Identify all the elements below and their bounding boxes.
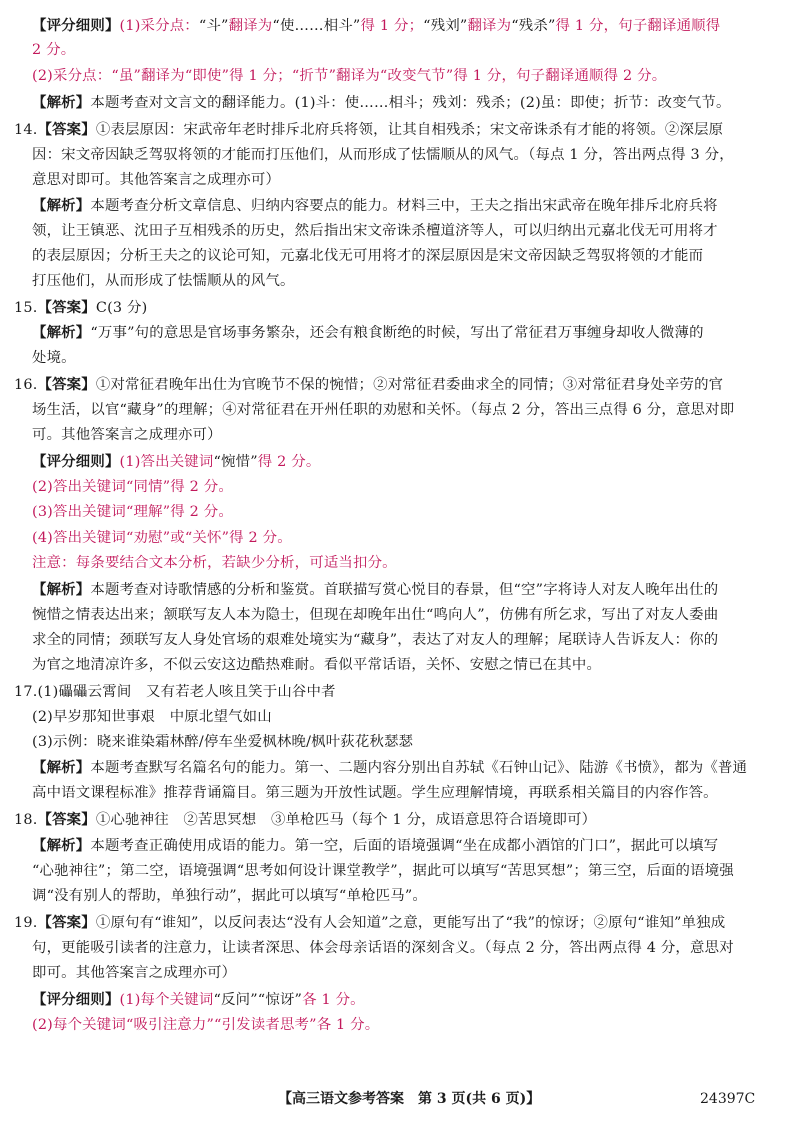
- text-line: [32, 93, 731, 113]
- text-line: [32, 40, 75, 60]
- text-segment: 因：宋文帝因缺乏驾驭将领的才能而打压他们，从而形成了怯懦顺从的风气。（每点 1 分，答出两点得 3 分，: [32, 147, 734, 163]
- text-segment: “残刘”: [423, 18, 468, 34]
- text-line: [32, 963, 236, 983]
- scoring-note: 得 1 分；: [360, 18, 424, 34]
- text-line: [32, 452, 320, 472]
- scoring-note: (2)每个关键词: [32, 1017, 126, 1033]
- scoring-note: 得 1 分，句子翻译通顺得: [555, 18, 721, 34]
- scoring-note: (2)采分点：: [32, 68, 112, 84]
- text-segment: “改变气节”: [379, 68, 454, 84]
- text-segment: (2)早岁那知世事艰 中原北望气如山: [32, 709, 272, 725]
- text-line: [14, 298, 147, 318]
- text-line: [32, 783, 718, 803]
- scoring-note: (1)采分点：: [119, 18, 199, 34]
- scoring-note: 各 1 分。: [316, 1017, 380, 1033]
- section-tag: 【解析】: [32, 759, 91, 776]
- text-segment: “使……相斗”: [272, 18, 361, 34]
- text-line: [14, 913, 725, 933]
- section-tag: 【答案】: [37, 376, 96, 393]
- text-segment: 17.(1)礧礧云霄间 又有若老人咳且笑于山谷中者: [14, 684, 336, 700]
- scoring-note: 得 2 分。: [170, 504, 233, 520]
- scoring-note: 得 2 分。: [229, 530, 292, 546]
- text-segment: “斗”: [198, 18, 229, 34]
- text-line: [32, 66, 666, 86]
- text-segment: C(3 分): [95, 300, 148, 316]
- text-segment: “吸引注意力”“引发读者思考”: [125, 1017, 317, 1033]
- text-segment: 句，更能吸引读者的注意力，让读者深思、体会母亲话语的深刻含义。（每点 2 分，答出两点得 4 分，意思对: [32, 940, 734, 956]
- text-segment: 的表层原因；分析王夫之的议论可知，元嘉北伐无可用将才的深层原因是宋文帝因缺乏驾驭将领的才能而: [32, 248, 704, 264]
- footer-page-info: 【高三语文参考答案 第 3 页(共 6 页)】: [278, 1091, 541, 1107]
- text-segment: “万事”句的意思是官场事务繁杂，还会有粮食断绝的时候，写出了常征君万事缠身却收人微薄的: [90, 325, 704, 341]
- text-line: [32, 605, 718, 625]
- text-segment: 调“没有别人的帮助，单独行动”，据此可以填写“单枪匹马”。: [32, 888, 427, 904]
- text-line: [32, 323, 704, 343]
- text-line: [32, 580, 718, 600]
- text-line: [14, 810, 596, 830]
- text-line: [32, 271, 295, 291]
- text-line: [14, 375, 723, 395]
- text-line: [32, 990, 365, 1010]
- text-segment: 18.: [14, 812, 38, 828]
- text-segment: “即使”: [184, 68, 230, 84]
- text-segment: 打压他们，从而形成了怯懦顺从的风气。: [32, 273, 295, 289]
- text-segment: “虽”: [111, 68, 142, 84]
- scoring-note: 得 1 分；: [229, 68, 292, 84]
- text-line: [32, 145, 734, 165]
- text-segment: 本题考查正确使用成语的能力。第一空，后面的语境强调“坐在成都小酒馆的门口”，据此可以填写: [90, 838, 719, 854]
- text-line: [32, 630, 718, 650]
- scoring-note: (2)答出关键词: [32, 479, 126, 495]
- text-segment: “残杀”: [511, 18, 556, 34]
- text-segment: “反问”“惊讶”: [213, 992, 303, 1008]
- text-segment: “同情”: [125, 479, 171, 495]
- text-line: [32, 732, 413, 752]
- text-line: [32, 16, 720, 36]
- text-segment: “关怀”: [184, 530, 230, 546]
- text-segment: 即可。其他答案言之成理亦可）: [32, 965, 237, 981]
- scoring-note: 或: [170, 530, 185, 546]
- text-line: [32, 861, 734, 881]
- text-segment: 16.: [14, 377, 38, 393]
- text-segment: 本题考查对诗歌情感的分析和鉴赏。首联描写赏心悦目的春景，但“空”字将诗人对友人晚年出仕的: [90, 582, 719, 598]
- text-segment: 14.: [14, 122, 38, 138]
- scoring-note: (1)答出关键词: [119, 454, 214, 470]
- section-tag: 【评分细则】: [32, 991, 120, 1008]
- text-segment: ①表层原因：宋武帝年老时排斥北府兵将领，让其自相残杀；宋文帝诛杀有才能的将领。②深层原: [95, 122, 724, 138]
- text-line: [32, 170, 280, 190]
- scoring-note: (3)答出关键词: [32, 504, 126, 520]
- scoring-note: 各 1 分。: [302, 992, 365, 1008]
- scoring-note: 2 分。: [32, 42, 76, 58]
- text-segment: “心驰神往”；第二空，语境强调“思考如何设计课堂教学”，据此可以填写“苦思冥想”；第三空，后面的语境强: [32, 863, 734, 879]
- section-tag: 【解析】: [32, 324, 91, 341]
- text-line: [32, 836, 718, 856]
- text-segment: 15.: [14, 300, 38, 316]
- text-segment: ①原句有“谁知”，以反问表达“没有人会知道”之意，更能写出了“我”的惊讶；②原句“谁知”单独成: [95, 915, 726, 931]
- text-segment: “理解”: [125, 504, 171, 520]
- section-tag: 【答案】: [37, 811, 96, 828]
- section-tag: 【解析】: [32, 837, 91, 854]
- text-line: [32, 1015, 379, 1035]
- text-line: [32, 553, 397, 573]
- text-line: [32, 528, 292, 548]
- text-line: [32, 502, 233, 522]
- text-segment: 本题考查对文言文的翻译能力。(1)斗：使……相斗；残刘：残杀；(2)虽：即使；折节：改变气节。: [90, 95, 731, 111]
- scoring-note: 翻译为: [467, 18, 512, 34]
- text-line: [32, 938, 734, 958]
- section-tag: 【答案】: [37, 299, 96, 316]
- text-segment: 高中语文课程标准》推荐背诵篇目。第三题为开放性试题。学生应理解情境，再联系相关篇目的内容作答。: [32, 785, 718, 801]
- text-segment: 场生活，以官“藏身”的理解；④对常征君在开州任职的劝慰和关怀。（每点 2 分，答出三点得 6 分，意思对即: [32, 402, 735, 418]
- text-segment: 19.: [14, 915, 38, 931]
- section-tag: 【解析】: [32, 197, 91, 214]
- text-line: [32, 886, 427, 906]
- section-tag: 【评分细则】: [32, 453, 120, 470]
- footer-code: 24397C: [700, 1091, 756, 1107]
- text-line: [32, 246, 703, 266]
- text-line: [32, 477, 233, 497]
- text-line: [32, 758, 747, 778]
- text-line: [32, 196, 718, 216]
- scoring-note: 翻译为: [141, 68, 185, 84]
- scoring-note: 得 2 分。: [170, 479, 233, 495]
- text-segment: 可。其他答案言之成理亦可）: [32, 427, 222, 443]
- text-segment: “惋惜”: [213, 454, 258, 470]
- text-line: [32, 707, 272, 727]
- text-segment: 意思对即可。其他答案言之成理亦可）: [32, 172, 281, 188]
- section-tag: 【解析】: [32, 94, 91, 111]
- text-segment: 领，让王镇恶、沈田子互相残杀的历史，然后指出宋文帝诛杀檀道济等人，可以归纳出元嘉北伐无可用将才: [32, 223, 718, 239]
- scoring-note: (1)每个关键词: [119, 992, 214, 1008]
- text-segment: 求全的同情；颈联写友人身处官场的艰难处境实为“藏身”，表达了对友人的理解；尾联诗人告诉友人：你的: [32, 632, 719, 648]
- text-segment: 处境。: [32, 350, 76, 366]
- section-tag: 【解析】: [32, 581, 91, 598]
- text-line: [32, 655, 601, 675]
- text-segment: 为官之地清凉许多，不似云安这边酷热难耐。看似平常话语，关怀、安慰之情已在其中。: [32, 657, 602, 673]
- scoring-note: 得 2 分。: [257, 454, 321, 470]
- text-segment: 惋惜之情表达出来；颔联写友人本为隐士，但现在却晚年出仕“鸣向人”，仿佛有所乞求，写出了对友人委曲: [32, 607, 719, 623]
- text-segment: ①对常征君晚年出仕为官晚节不保的惋惜；②对常征君委曲求全的同情；③对常征君身处辛劳的官: [95, 377, 724, 393]
- text-segment: “折节”: [291, 68, 337, 84]
- text-segment: 本题考查默写名篇名句的能力。第一、二题内容分别出自苏轼《石钟山记》、陆游《书愤》，都为《普通: [90, 760, 748, 776]
- scoring-note: 注意：每条要结合文本分析，若缺少分析，可适当扣分。: [32, 555, 397, 571]
- text-line: [14, 120, 723, 140]
- text-line: [32, 425, 222, 445]
- text-segment: “劝慰”: [125, 530, 171, 546]
- text-segment: (3)示例：晓来谁染霜林醉/停车坐爱枫林晚/枫叶荻花秋瑟瑟: [32, 734, 414, 750]
- text-line: [14, 682, 336, 702]
- scoring-note: 得 1 分，句子翻译通顺得 2 分。: [453, 68, 667, 84]
- text-segment: ①心驰神往 ②苦思冥想 ③单枪匹马（每个 1 分，成语意思符合语境即可）: [95, 812, 597, 828]
- section-tag: 【答案】: [37, 914, 96, 931]
- scoring-note: 翻译为: [228, 18, 273, 34]
- scoring-note: 翻译为: [336, 68, 380, 84]
- section-tag: 【评分细则】: [32, 17, 120, 34]
- section-tag: 【答案】: [37, 121, 96, 138]
- text-line: [32, 221, 718, 241]
- text-segment: 本题考查分析文章信息、归纳内容要点的能力。材料三中，王夫之指出宋武帝在晚年排斥北府兵将: [90, 198, 718, 214]
- text-line: [32, 400, 734, 420]
- text-line: [32, 348, 76, 368]
- scoring-note: (4)答出关键词: [32, 530, 126, 546]
